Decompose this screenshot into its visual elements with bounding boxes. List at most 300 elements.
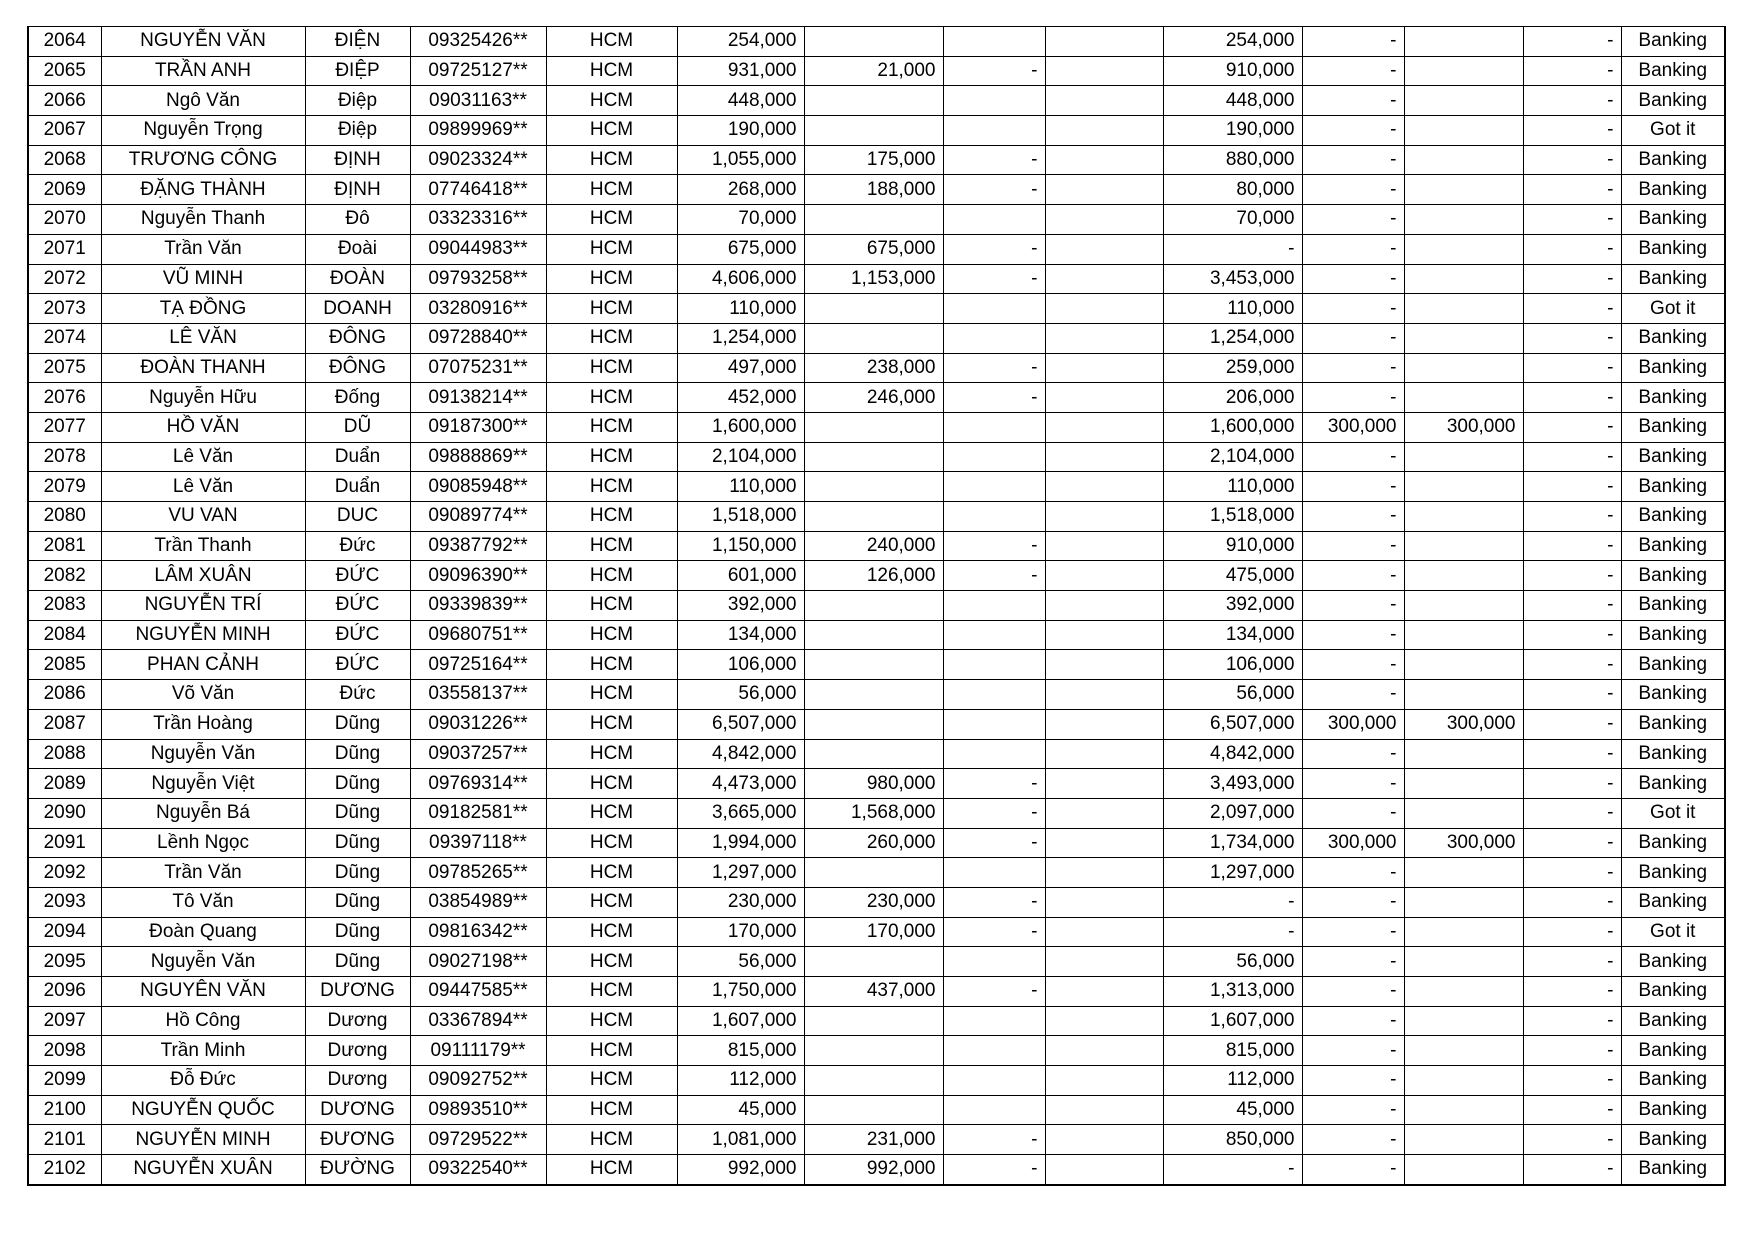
cell-deduction: [804, 116, 943, 146]
cell-total-amount: 6,507,000: [677, 709, 804, 739]
cell-deduction: 980,000: [804, 769, 943, 799]
cell-bonus-paid: 300,000: [1404, 709, 1523, 739]
cell-row-number: 2080: [28, 502, 101, 532]
cell-bonus: -: [1302, 680, 1404, 710]
cell-bonus-paid: [1404, 917, 1523, 947]
cell-payment-method: Banking: [1621, 1036, 1725, 1066]
cell-payment-method: Banking: [1621, 234, 1725, 264]
cell-city: HCM: [546, 769, 677, 799]
cell-phone: 03367894**: [410, 1006, 546, 1036]
cell-row-number: 2083: [28, 591, 101, 621]
table-row: [28, 145, 1725, 175]
cell-city: HCM: [546, 323, 677, 353]
cell-total-amount: 45,000: [677, 1095, 804, 1125]
cell-remaining: -: [1523, 858, 1621, 888]
cell-city: HCM: [546, 1006, 677, 1036]
cell-given-name: DƯƠNG: [305, 1095, 410, 1125]
cell-blank: [1045, 264, 1163, 294]
cell-bonus-paid: [1404, 531, 1523, 561]
cell-deduction: 175,000: [804, 145, 943, 175]
cell-deduction-dash: -: [943, 887, 1045, 917]
cell-bonus-paid: [1404, 1066, 1523, 1096]
cell-row-number: 2090: [28, 798, 101, 828]
cell-remaining: -: [1523, 1006, 1621, 1036]
cell-phone: 09447585**: [410, 977, 546, 1007]
cell-row-number: 2066: [28, 86, 101, 116]
cell-net-amount: 6,507,000: [1163, 709, 1302, 739]
cell-row-number: 2075: [28, 353, 101, 383]
cell-net-amount: 4,842,000: [1163, 739, 1302, 769]
cell-city: HCM: [546, 947, 677, 977]
cell-given-name: Dương: [305, 1036, 410, 1066]
cell-blank: [1045, 1125, 1163, 1155]
cell-bonus: -: [1302, 1095, 1404, 1125]
cell-payment-method: Banking: [1621, 739, 1725, 769]
cell-deduction-dash: [943, 502, 1045, 532]
table-row: [28, 1095, 1725, 1125]
cell-net-amount: 80,000: [1163, 175, 1302, 205]
cell-net-amount: 448,000: [1163, 86, 1302, 116]
table-row: [28, 917, 1725, 947]
cell-total-amount: 992,000: [677, 1155, 804, 1185]
cell-given-name: Dương: [305, 1066, 410, 1096]
cell-payment-method: Banking: [1621, 27, 1725, 57]
cell-bonus: -: [1302, 1155, 1404, 1185]
cell-bonus: -: [1302, 145, 1404, 175]
cell-deduction-dash: [943, 323, 1045, 353]
cell-deduction: [804, 650, 943, 680]
cell-remaining: -: [1523, 442, 1621, 472]
cell-row-number: 2085: [28, 650, 101, 680]
cell-blank: [1045, 977, 1163, 1007]
table-row: [28, 353, 1725, 383]
cell-city: HCM: [546, 234, 677, 264]
table-row: [28, 205, 1725, 235]
cell-deduction: 126,000: [804, 561, 943, 591]
cell-family-name: Nguyễn Thanh: [101, 205, 305, 235]
cell-blank: [1045, 27, 1163, 57]
cell-deduction: [804, 1066, 943, 1096]
cell-payment-method: Banking: [1621, 977, 1725, 1007]
cell-net-amount: 56,000: [1163, 947, 1302, 977]
cell-remaining: -: [1523, 175, 1621, 205]
cell-remaining: -: [1523, 947, 1621, 977]
cell-city: HCM: [546, 709, 677, 739]
cell-phone: 09893510**: [410, 1095, 546, 1125]
cell-remaining: -: [1523, 294, 1621, 324]
cell-phone: 09387792**: [410, 531, 546, 561]
cell-family-name: Lê Văn: [101, 472, 305, 502]
cell-phone: 09793258**: [410, 264, 546, 294]
cell-row-number: 2094: [28, 917, 101, 947]
cell-total-amount: 3,665,000: [677, 798, 804, 828]
cell-blank: [1045, 205, 1163, 235]
cell-city: HCM: [546, 977, 677, 1007]
cell-deduction: [804, 472, 943, 502]
cell-given-name: Đức: [305, 531, 410, 561]
cell-family-name: Trần Thanh: [101, 531, 305, 561]
cell-total-amount: 134,000: [677, 620, 804, 650]
cell-given-name: Đức: [305, 680, 410, 710]
cell-deduction-dash: -: [943, 1125, 1045, 1155]
cell-given-name: Dũng: [305, 947, 410, 977]
cell-blank: [1045, 620, 1163, 650]
cell-remaining: -: [1523, 502, 1621, 532]
cell-row-number: 2088: [28, 739, 101, 769]
cell-total-amount: 190,000: [677, 116, 804, 146]
cell-total-amount: 1,750,000: [677, 977, 804, 1007]
cell-bonus-paid: [1404, 798, 1523, 828]
cell-phone: 09031163**: [410, 86, 546, 116]
cell-blank: [1045, 739, 1163, 769]
cell-remaining: -: [1523, 1095, 1621, 1125]
cell-payment-method: Banking: [1621, 1095, 1725, 1125]
table-row: [28, 175, 1725, 205]
cell-blank: [1045, 472, 1163, 502]
cell-phone: 09785265**: [410, 858, 546, 888]
cell-net-amount: 2,104,000: [1163, 442, 1302, 472]
cell-family-name: Nguyễn Hữu: [101, 383, 305, 413]
cell-blank: [1045, 56, 1163, 86]
cell-payment-method: Banking: [1621, 502, 1725, 532]
cell-blank: [1045, 294, 1163, 324]
cell-deduction: 437,000: [804, 977, 943, 1007]
cell-total-amount: 70,000: [677, 205, 804, 235]
cell-bonus: -: [1302, 205, 1404, 235]
cell-phone: 09769314**: [410, 769, 546, 799]
cell-phone: 03854989**: [410, 887, 546, 917]
cell-given-name: DŨ: [305, 412, 410, 442]
table-row: [28, 472, 1725, 502]
cell-bonus: -: [1302, 116, 1404, 146]
cell-city: HCM: [546, 798, 677, 828]
cell-given-name: ĐƯỜNG: [305, 1155, 410, 1185]
cell-given-name: Dũng: [305, 858, 410, 888]
cell-deduction: 231,000: [804, 1125, 943, 1155]
cell-given-name: Dương: [305, 1006, 410, 1036]
cell-bonus-paid: [1404, 858, 1523, 888]
table-row: [28, 1036, 1725, 1066]
cell-total-amount: 56,000: [677, 680, 804, 710]
cell-city: HCM: [546, 264, 677, 294]
table-row: [28, 769, 1725, 799]
cell-phone: 09729522**: [410, 1125, 546, 1155]
cell-deduction-dash: -: [943, 561, 1045, 591]
cell-deduction: [804, 947, 943, 977]
cell-given-name: Đô: [305, 205, 410, 235]
cell-blank: [1045, 1006, 1163, 1036]
cell-given-name: ĐỨC: [305, 620, 410, 650]
cell-net-amount: 112,000: [1163, 1066, 1302, 1096]
cell-deduction: 188,000: [804, 175, 943, 205]
cell-deduction-dash: -: [943, 531, 1045, 561]
cell-bonus: -: [1302, 472, 1404, 502]
cell-family-name: Trần Văn: [101, 858, 305, 888]
cell-deduction-dash: -: [943, 353, 1045, 383]
cell-payment-method: Banking: [1621, 769, 1725, 799]
cell-net-amount: 2,097,000: [1163, 798, 1302, 828]
cell-remaining: -: [1523, 769, 1621, 799]
cell-bonus: -: [1302, 769, 1404, 799]
table-row: [28, 650, 1725, 680]
table-row: [28, 1066, 1725, 1096]
cell-city: HCM: [546, 383, 677, 413]
cell-remaining: -: [1523, 1125, 1621, 1155]
cell-net-amount: 1,734,000: [1163, 828, 1302, 858]
cell-phone: 09899969**: [410, 116, 546, 146]
cell-remaining: -: [1523, 56, 1621, 86]
cell-row-number: 2074: [28, 323, 101, 353]
cell-total-amount: 1,607,000: [677, 1006, 804, 1036]
cell-total-amount: 268,000: [677, 175, 804, 205]
cell-payment-method: Banking: [1621, 353, 1725, 383]
cell-given-name: Duẩn: [305, 442, 410, 472]
cell-total-amount: 4,473,000: [677, 769, 804, 799]
cell-remaining: -: [1523, 205, 1621, 235]
cell-payment-method: Got it: [1621, 294, 1725, 324]
cell-bonus: -: [1302, 1066, 1404, 1096]
cell-phone: 09085948**: [410, 472, 546, 502]
cell-payment-method: Banking: [1621, 264, 1725, 294]
table-row: [28, 828, 1725, 858]
cell-total-amount: 56,000: [677, 947, 804, 977]
cell-city: HCM: [546, 620, 677, 650]
cell-deduction-dash: -: [943, 383, 1045, 413]
cell-remaining: -: [1523, 709, 1621, 739]
cell-row-number: 2081: [28, 531, 101, 561]
cell-deduction: [804, 27, 943, 57]
cell-family-name: Nguyễn Việt: [101, 769, 305, 799]
cell-bonus-paid: [1404, 739, 1523, 769]
cell-total-amount: 1,297,000: [677, 858, 804, 888]
cell-deduction-dash: -: [943, 828, 1045, 858]
cell-blank: [1045, 917, 1163, 947]
cell-family-name: VU VAN: [101, 502, 305, 532]
cell-city: HCM: [546, 650, 677, 680]
cell-deduction: 260,000: [804, 828, 943, 858]
cell-bonus: -: [1302, 561, 1404, 591]
table-row: [28, 1125, 1725, 1155]
cell-row-number: 2091: [28, 828, 101, 858]
table-row: [28, 591, 1725, 621]
cell-family-name: Đỗ Đức: [101, 1066, 305, 1096]
cell-remaining: -: [1523, 86, 1621, 116]
cell-remaining: -: [1523, 412, 1621, 442]
cell-bonus: -: [1302, 86, 1404, 116]
cell-total-amount: 497,000: [677, 353, 804, 383]
cell-family-name: Lê Văn: [101, 442, 305, 472]
cell-given-name: ĐÔNG: [305, 323, 410, 353]
cell-deduction: [804, 709, 943, 739]
cell-family-name: Tô Văn: [101, 887, 305, 917]
cell-bonus: -: [1302, 977, 1404, 1007]
table-row: [28, 383, 1725, 413]
cell-row-number: 2070: [28, 205, 101, 235]
cell-deduction-dash: -: [943, 798, 1045, 828]
cell-row-number: 2078: [28, 442, 101, 472]
cell-deduction: 230,000: [804, 887, 943, 917]
cell-bonus-paid: [1404, 264, 1523, 294]
table-row: [28, 709, 1725, 739]
cell-row-number: 2101: [28, 1125, 101, 1155]
cell-remaining: -: [1523, 1036, 1621, 1066]
cell-bonus: 300,000: [1302, 709, 1404, 739]
cell-city: HCM: [546, 531, 677, 561]
cell-bonus: -: [1302, 591, 1404, 621]
cell-remaining: -: [1523, 353, 1621, 383]
cell-given-name: Dũng: [305, 798, 410, 828]
cell-bonus: -: [1302, 1036, 1404, 1066]
cell-phone: 09092752**: [410, 1066, 546, 1096]
cell-remaining: -: [1523, 234, 1621, 264]
cell-family-name: Nguyễn Trọng: [101, 116, 305, 146]
cell-total-amount: 4,842,000: [677, 739, 804, 769]
cell-bonus-paid: [1404, 175, 1523, 205]
cell-bonus: -: [1302, 442, 1404, 472]
table-row: [28, 412, 1725, 442]
cell-net-amount: 1,297,000: [1163, 858, 1302, 888]
cell-remaining: -: [1523, 591, 1621, 621]
cell-city: HCM: [546, 442, 677, 472]
cell-given-name: ĐÔNG: [305, 353, 410, 383]
cell-deduction: 246,000: [804, 383, 943, 413]
cell-net-amount: 190,000: [1163, 116, 1302, 146]
cell-bonus: -: [1302, 353, 1404, 383]
cell-net-amount: -: [1163, 1155, 1302, 1185]
cell-given-name: ĐIỆP: [305, 56, 410, 86]
cell-city: HCM: [546, 502, 677, 532]
cell-bonus-paid: [1404, 56, 1523, 86]
cell-total-amount: 170,000: [677, 917, 804, 947]
cell-remaining: -: [1523, 887, 1621, 917]
cell-remaining: -: [1523, 620, 1621, 650]
cell-payment-method: Banking: [1621, 680, 1725, 710]
cell-blank: [1045, 1095, 1163, 1125]
cell-city: HCM: [546, 205, 677, 235]
cell-row-number: 2079: [28, 472, 101, 502]
cell-deduction-dash: -: [943, 56, 1045, 86]
cell-phone: 07075231**: [410, 353, 546, 383]
cell-bonus: -: [1302, 383, 1404, 413]
cell-total-amount: 230,000: [677, 887, 804, 917]
cell-remaining: -: [1523, 680, 1621, 710]
cell-city: HCM: [546, 472, 677, 502]
cell-given-name: ĐỨC: [305, 561, 410, 591]
cell-bonus: -: [1302, 234, 1404, 264]
cell-total-amount: 675,000: [677, 234, 804, 264]
cell-given-name: Dũng: [305, 769, 410, 799]
cell-row-number: 2067: [28, 116, 101, 146]
cell-payment-method: Banking: [1621, 1066, 1725, 1096]
cell-deduction-dash: -: [943, 977, 1045, 1007]
cell-net-amount: 134,000: [1163, 620, 1302, 650]
cell-city: HCM: [546, 412, 677, 442]
cell-city: HCM: [546, 1125, 677, 1155]
cell-deduction: 170,000: [804, 917, 943, 947]
cell-deduction: [804, 1095, 943, 1125]
cell-given-name: ĐỨC: [305, 591, 410, 621]
cell-family-name: Nguyễn Văn: [101, 739, 305, 769]
cell-payment-method: Banking: [1621, 1125, 1725, 1155]
cell-bonus-paid: [1404, 977, 1523, 1007]
cell-payment-method: Banking: [1621, 323, 1725, 353]
cell-city: HCM: [546, 917, 677, 947]
cell-city: HCM: [546, 56, 677, 86]
cell-payment-method: Banking: [1621, 472, 1725, 502]
cell-deduction: 992,000: [804, 1155, 943, 1185]
cell-deduction-dash: [943, 739, 1045, 769]
cell-total-amount: 1,600,000: [677, 412, 804, 442]
cell-deduction-dash: [943, 620, 1045, 650]
table-row: [28, 531, 1725, 561]
cell-blank: [1045, 709, 1163, 739]
cell-deduction-dash: [943, 709, 1045, 739]
cell-total-amount: 2,104,000: [677, 442, 804, 472]
cell-payment-method: Banking: [1621, 620, 1725, 650]
cell-given-name: ĐƯƠNG: [305, 1125, 410, 1155]
cell-deduction-dash: -: [943, 234, 1045, 264]
cell-family-name: TRẦN ANH: [101, 56, 305, 86]
cell-total-amount: 601,000: [677, 561, 804, 591]
cell-bonus-paid: [1404, 383, 1523, 413]
cell-row-number: 2087: [28, 709, 101, 739]
cell-family-name: PHAN CẢNH: [101, 650, 305, 680]
cell-family-name: NGUYỄN XUÂN: [101, 1155, 305, 1185]
cell-deduction: [804, 502, 943, 532]
cell-given-name: ĐIỆN: [305, 27, 410, 57]
cell-bonus-paid: [1404, 205, 1523, 235]
cell-bonus: 300,000: [1302, 412, 1404, 442]
cell-remaining: -: [1523, 917, 1621, 947]
cell-row-number: 2100: [28, 1095, 101, 1125]
cell-blank: [1045, 591, 1163, 621]
cell-bonus-paid: [1404, 947, 1523, 977]
cell-bonus: -: [1302, 175, 1404, 205]
cell-row-number: 2089: [28, 769, 101, 799]
cell-blank: [1045, 769, 1163, 799]
cell-given-name: DƯƠNG: [305, 977, 410, 1007]
cell-blank: [1045, 947, 1163, 977]
cell-blank: [1045, 650, 1163, 680]
cell-remaining: -: [1523, 145, 1621, 175]
cell-phone: 03558137**: [410, 680, 546, 710]
cell-city: HCM: [546, 353, 677, 383]
cell-payment-method: Banking: [1621, 561, 1725, 591]
cell-row-number: 2065: [28, 56, 101, 86]
cell-deduction-dash: [943, 472, 1045, 502]
cell-phone: 09044983**: [410, 234, 546, 264]
cell-deduction-dash: [943, 205, 1045, 235]
cell-family-name: NGUYỄN MINH: [101, 620, 305, 650]
cell-blank: [1045, 798, 1163, 828]
cell-total-amount: 1,254,000: [677, 323, 804, 353]
table-row: [28, 798, 1725, 828]
cell-total-amount: 110,000: [677, 294, 804, 324]
cell-blank: [1045, 145, 1163, 175]
cell-family-name: Hồ Công: [101, 1006, 305, 1036]
cell-deduction-dash: [943, 442, 1045, 472]
cell-deduction: [804, 294, 943, 324]
cell-given-name: Điệp: [305, 86, 410, 116]
cell-deduction: [804, 680, 943, 710]
cell-deduction-dash: -: [943, 264, 1045, 294]
cell-payment-method: Banking: [1621, 205, 1725, 235]
cell-deduction-dash: [943, 1095, 1045, 1125]
cell-bonus-paid: [1404, 353, 1523, 383]
cell-row-number: 2102: [28, 1155, 101, 1185]
cell-payment-method: Banking: [1621, 86, 1725, 116]
cell-bonus-paid: [1404, 86, 1523, 116]
